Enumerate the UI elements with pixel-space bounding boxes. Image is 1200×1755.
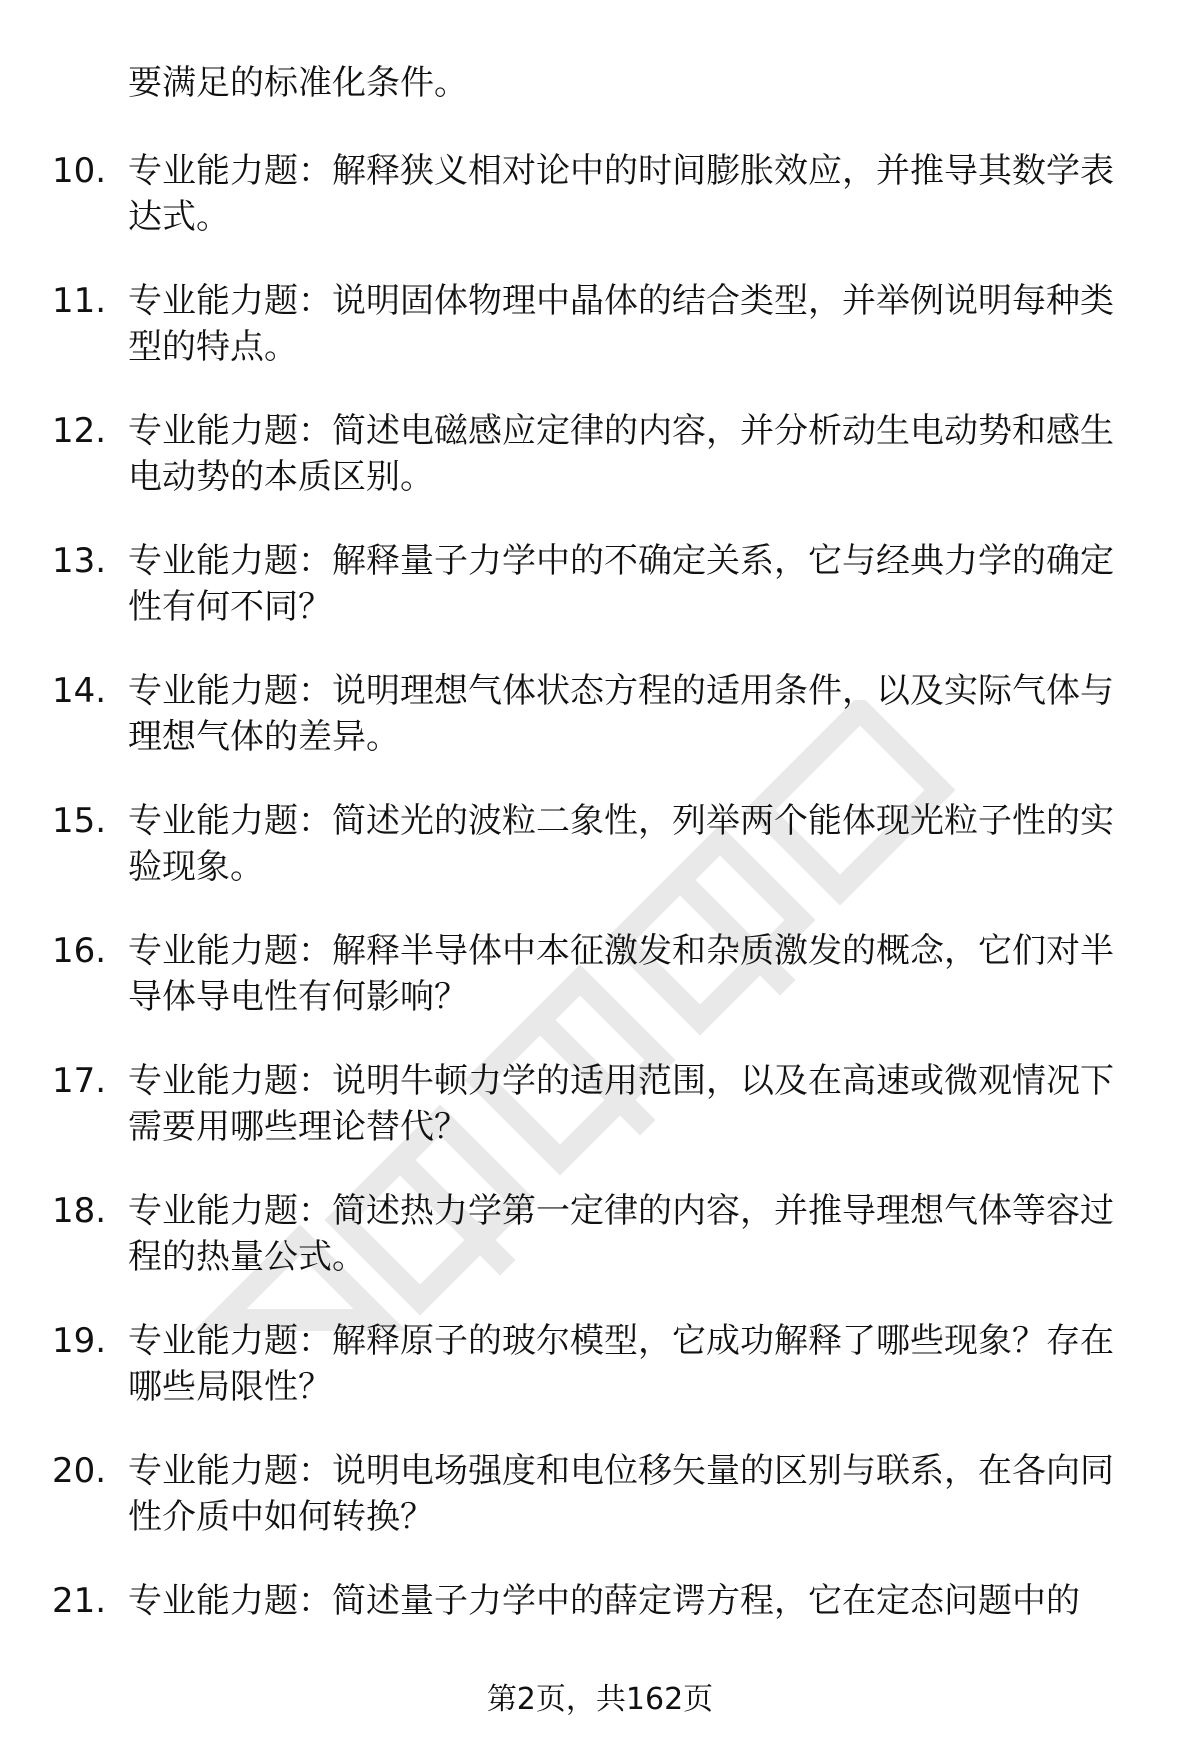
question-number: 10. (52, 151, 107, 191)
question-number: 13. (52, 541, 107, 581)
question-item (0, 538, 1200, 630)
continuation-text: 要满足的标准化条件。 (128, 63, 468, 103)
question-number: 20. (52, 1451, 107, 1491)
question-item (0, 408, 1200, 500)
question-number: 18. (52, 1191, 107, 1231)
question-number: 12. (52, 411, 107, 451)
question-text: 专业能力题：简述热力学第一定律的内容，并推导理想气体等容过程的热量公式。 (128, 1191, 1114, 1277)
question-text: 专业能力题：解释量子力学中的不确定关系，它与经典力学的确定性有何不同？ (128, 541, 1114, 627)
question-text: 专业能力题：解释狭义相对论中的时间膨胀效应，并推导其数学表达式。 (128, 151, 1114, 237)
question-list (0, 148, 1200, 1708)
question-text: 专业能力题：简述光的波粒二象性，列举两个能体现光粒子性的实验现象。 (128, 801, 1114, 887)
question-item (0, 1058, 1200, 1150)
question-number: 11. (52, 281, 107, 321)
question-number: 14. (52, 671, 107, 711)
question-text: 专业能力题：解释半导体中本征激发和杂质激发的概念，它们对半导体导电性有何影响？ (128, 931, 1114, 1017)
question-item (0, 1188, 1200, 1280)
question-item (0, 1448, 1200, 1540)
question-text: 专业能力题：说明电场强度和电位移矢量的区别与联系，在各向同性介质中如何转换？ (128, 1451, 1114, 1537)
question-item (0, 278, 1200, 370)
question-number: 15. (52, 801, 107, 841)
question-text: 专业能力题：说明理想气体状态方程的适用条件，以及实际气体与理想气体的差异。 (128, 671, 1114, 757)
page-footer: 第2页，共162页 (486, 1682, 714, 1717)
question-item (0, 148, 1200, 240)
question-text: 专业能力题：说明固体物理中晶体的结合类型，并举例说明每种类型的特点。 (128, 281, 1114, 367)
question-number: 16. (52, 931, 107, 971)
question-text: 专业能力题：简述电磁感应定律的内容，并分析动生电动势和感生电动势的本质区别。 (128, 411, 1114, 497)
question-item (0, 668, 1200, 760)
question-number: 19. (52, 1321, 107, 1361)
question-item (0, 928, 1200, 1020)
question-item (0, 1318, 1200, 1410)
question-number: 21. (52, 1581, 107, 1621)
question-item (0, 1578, 1200, 1670)
question-text: 专业能力题：解释原子的玻尔模型，它成功解释了哪些现象？存在哪些局限性？ (128, 1321, 1114, 1407)
question-number: 17. (52, 1061, 107, 1101)
question-item (0, 798, 1200, 890)
question-text: 专业能力题：简述量子力学中的薛定谔方程，它在定态问题中的 (128, 1581, 1080, 1621)
question-text: 专业能力题：说明牛顿力学的适用范围，以及在高速或微观情况下需要用哪些理论替代？ (128, 1061, 1114, 1147)
